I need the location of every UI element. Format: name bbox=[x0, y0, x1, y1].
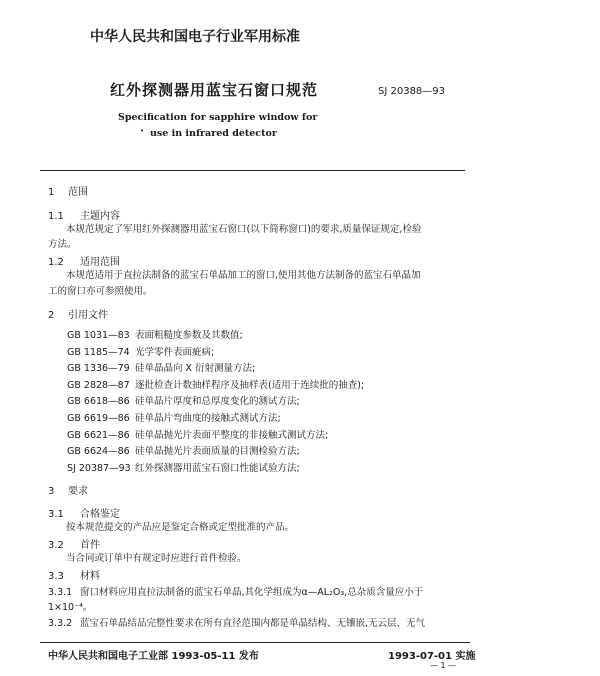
english-mark: • bbox=[140, 127, 145, 135]
standard-code: SJ 20388—93 bbox=[378, 86, 446, 97]
english-title-line2: use in infrared detector bbox=[150, 128, 277, 139]
reference-code: GB 6618—86 bbox=[67, 396, 130, 408]
footer-divider bbox=[40, 642, 470, 643]
clause-3-3-1-text: 窗口材料应用直拉法制备的蓝宝石单晶,其化学组成为α—AL₂O₃,总杂质含量应小于 bbox=[80, 587, 424, 598]
reference-code: GB 2828—87 bbox=[67, 379, 130, 391]
reference-code: GB 1336—79 bbox=[67, 363, 130, 375]
clause-3-3-1-line2: 1×10⁻⁴。 bbox=[48, 602, 93, 613]
page-number: — 1 — bbox=[430, 661, 457, 670]
section-1-1-paragraph-line2: 方法。 bbox=[48, 239, 77, 250]
section-1-title: 范围 bbox=[68, 187, 88, 198]
section-1-heading bbox=[48, 183, 88, 198]
reference-title: 硅单晶抛光片表面平整度的非接触式测试方法; bbox=[135, 429, 329, 441]
section-3-2-heading bbox=[48, 536, 100, 551]
section-3-2-number: 3.2 bbox=[48, 540, 64, 551]
section-3-3-title: 材料 bbox=[80, 571, 100, 582]
section-3-1-title: 合格鉴定 bbox=[80, 509, 120, 520]
section-1-2-title: 适用范围 bbox=[80, 257, 120, 268]
section-2-heading bbox=[48, 306, 108, 321]
standard-title: 红外探测器用蓝宝石窗口规范 bbox=[110, 81, 319, 99]
reference-code: GB 6624—86 bbox=[67, 446, 130, 458]
section-1-2-paragraph-line1: 本规范适用于直拉法制备的蓝宝石单晶加工的窗口,使用其他方法制备的蓝宝石单晶加 bbox=[66, 270, 421, 281]
clause-3-3-2-text: 蓝宝石单晶结品完整性要求在所有直径范围内都是单晶结构、无镶嵌,无云层、无气 bbox=[80, 618, 426, 629]
reference-title: 硅单晶晶向 X 衍射测量方法; bbox=[135, 363, 256, 375]
section-1-2-paragraph-line2: 工的窗口亦可参照使用。 bbox=[48, 286, 153, 297]
reference-title: 硅单晶片厚度和总厚度变化的测试方法; bbox=[135, 396, 300, 408]
section-1-2-heading bbox=[48, 253, 120, 268]
section-3-title: 要求 bbox=[68, 486, 88, 497]
section-1-number: 1 bbox=[48, 187, 55, 198]
reference-code: GB 6619—86 bbox=[67, 412, 130, 424]
reference-title: 逐批检查计数抽样程序及抽样表(适用于连续批的抽查); bbox=[135, 379, 365, 391]
header-divider bbox=[40, 170, 465, 171]
clause-3-3-1-number: 3.3.1 bbox=[48, 587, 73, 598]
section-3-heading bbox=[48, 482, 88, 497]
section-3-1-paragraph: 按本规范提交的产品应是鉴定合格或定型批准的产品。 bbox=[66, 522, 295, 533]
section-3-number: 3 bbox=[48, 486, 55, 497]
section-1-1-paragraph-line1: 本规范规定了军用红外探测器用蓝宝石窗口(以下简称窗口)的要求,质量保证规定,检验 bbox=[66, 224, 422, 235]
section-1-2-number: 1.2 bbox=[48, 257, 64, 268]
reference-code: GB 1185—74 bbox=[67, 346, 130, 358]
section-2-number: 2 bbox=[48, 310, 55, 321]
reference-title: 硅单晶抛光片表面质量的目测检验方法; bbox=[135, 446, 300, 458]
section-1-1-number: 1.1 bbox=[48, 211, 64, 222]
reference-code: GB 1031—83 bbox=[67, 330, 130, 341]
section-3-3-heading bbox=[48, 567, 100, 582]
reference-title: 光学零件表面疵病; bbox=[135, 346, 215, 358]
clause-3-3-2-line1 bbox=[48, 615, 425, 629]
publisher-line: 中华人民共和国电子工业部 1993-05-11 发布 bbox=[48, 651, 259, 662]
clause-3-3-1-line1 bbox=[48, 584, 423, 598]
reference-title: 红外探测器用蓝宝石窗口性能试验方法; bbox=[135, 462, 300, 474]
reference-code: GB 6621—86 bbox=[67, 429, 130, 441]
reference-code: SJ 20387—93 bbox=[67, 462, 131, 474]
english-title-line1: Specification for sapphire window for bbox=[118, 112, 318, 123]
section-3-3-number: 3.3 bbox=[48, 571, 64, 582]
section-1-1-heading bbox=[48, 207, 120, 222]
reference-title: 表面粗糙度参数及其数值; bbox=[135, 330, 243, 341]
section-3-2-paragraph: 当合同或订单中有规定时应进行首件检验。 bbox=[66, 553, 247, 564]
section-2-title: 引用文件 bbox=[68, 310, 108, 321]
section-3-2-title: 首件 bbox=[80, 540, 100, 551]
reference-title: 硅单晶片弯曲度的接触式测试方法; bbox=[135, 412, 281, 424]
section-1-1-title: 主题内容 bbox=[80, 211, 120, 222]
ministry-title: 中华人民共和国电子行业军用标准 bbox=[90, 29, 300, 45]
effective-date: 1993-07-01 实施 bbox=[388, 651, 476, 662]
clause-3-3-2-number: 3.3.2 bbox=[48, 618, 73, 629]
section-3-1-heading bbox=[48, 505, 120, 520]
section-3-1-number: 3.1 bbox=[48, 509, 64, 520]
